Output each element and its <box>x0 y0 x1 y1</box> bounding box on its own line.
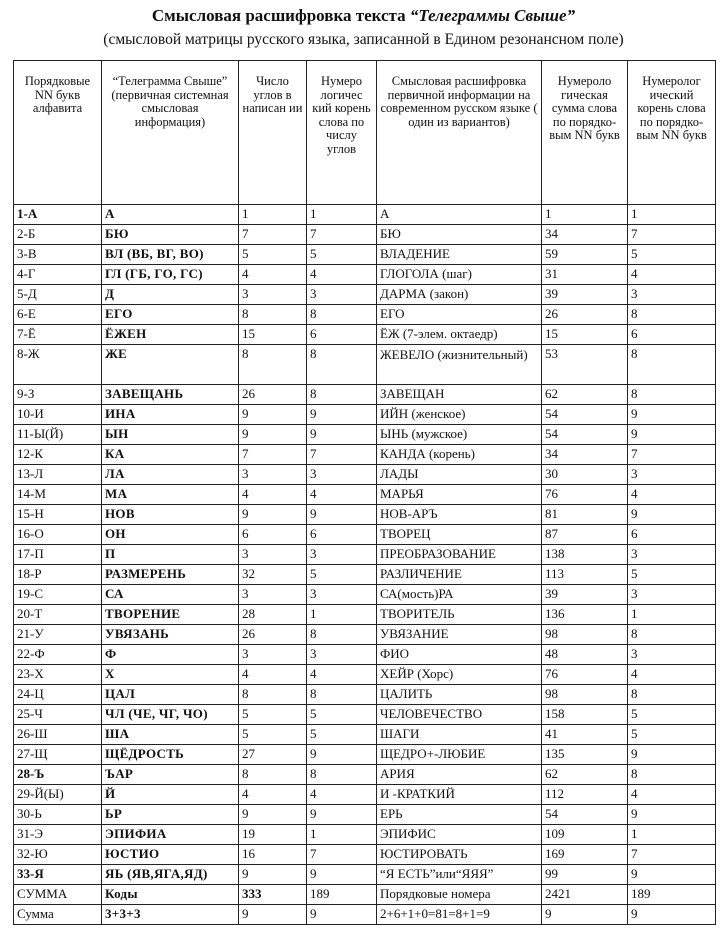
table-cell-col5: ЫНЬ (мужское) <box>377 425 542 445</box>
table-cell-col2: Ф <box>102 645 239 665</box>
table-cell-col6: 41 <box>542 725 628 745</box>
table-cell-col7: 5 <box>628 725 716 745</box>
table-cell-col1: 10-И <box>14 405 102 425</box>
table-cell-col5: ФИО <box>377 645 542 665</box>
table-cell-col2: Х <box>102 665 239 685</box>
table-row <box>14 865 716 885</box>
table-cell-col3: 5 <box>239 245 307 265</box>
table-cell-col5: ПРЕОБРАЗОВАНИЕ <box>377 545 542 565</box>
table-row <box>14 385 716 405</box>
table-cell-col1: 26-Ш <box>14 725 102 745</box>
table-body <box>14 205 716 925</box>
table-cell-col7: 5 <box>628 565 716 585</box>
table-cell-col5: НОВ-АРЪ <box>377 505 542 525</box>
table-cell-col7: 3 <box>628 545 716 565</box>
table-cell-col7: 4 <box>628 665 716 685</box>
table-cell-col3: 19 <box>239 825 307 845</box>
table-cell-col4: 9 <box>307 405 377 425</box>
table-cell-col4: 9 <box>307 905 377 925</box>
table-cell-col1: 13-Л <box>14 465 102 485</box>
column-header-1: Порядковые NN букв алфавита <box>14 61 102 205</box>
table-cell-col2: НОВ <box>102 505 239 525</box>
table-cell-col7: 5 <box>628 245 716 265</box>
table-row <box>14 745 716 765</box>
table-cell-col3: 26 <box>239 625 307 645</box>
table-cell-col2: ОН <box>102 525 239 545</box>
table-cell-col4: 7 <box>307 225 377 245</box>
table-cell-col6: 136 <box>542 605 628 625</box>
table-cell-col7: 9 <box>628 865 716 885</box>
table-cell-col3: 8 <box>239 345 307 385</box>
table-cell-col2: ЛА <box>102 465 239 485</box>
table-cell-col2: ЭПИФИА <box>102 825 239 845</box>
table-cell-col5: ШАГИ <box>377 725 542 745</box>
table-cell-col2: П <box>102 545 239 565</box>
table-row <box>14 785 716 805</box>
table-cell-col7: 4 <box>628 785 716 805</box>
table-cell-col7: 7 <box>628 445 716 465</box>
table-cell-col2: БЮ <box>102 225 239 245</box>
table-cell-col6: 62 <box>542 765 628 785</box>
table-cell-col4: 8 <box>307 305 377 325</box>
table-cell-col5: ВЛАДЕНИЕ <box>377 245 542 265</box>
table-cell-col2: ЬР <box>102 805 239 825</box>
table-cell-col2: ЦАЛ <box>102 685 239 705</box>
table-cell-col1: 19-С <box>14 585 102 605</box>
table-cell-col5: ТВОРИТЕЛЬ <box>377 605 542 625</box>
table-cell-col4: 9 <box>307 805 377 825</box>
table-cell-col4: 7 <box>307 845 377 865</box>
table-row <box>14 325 716 345</box>
table-row <box>14 445 716 465</box>
table-cell-col7: 8 <box>628 625 716 645</box>
table-cell-col1: 21-У <box>14 625 102 645</box>
table-cell-col6: 15 <box>542 325 628 345</box>
table-cell-col1: 3-В <box>14 245 102 265</box>
table-cell-col3: 4 <box>239 485 307 505</box>
table-cell-col1: 9-З <box>14 385 102 405</box>
table-row <box>14 405 716 425</box>
table-cell-col6: 81 <box>542 505 628 525</box>
table-cell-col6: 54 <box>542 425 628 445</box>
table-cell-col5: РАЗЛИЧЕНИЕ <box>377 565 542 585</box>
title-main: Смысловая расшифровка текста <box>151 6 410 25</box>
table-cell-col3: 8 <box>239 765 307 785</box>
column-header-5: Смысловая расшифровка первичной информации на современном русском языке ( один из вариантов) <box>377 61 542 205</box>
table-cell-col7: 4 <box>628 265 716 285</box>
table-cell-col5: И -КРАТКИЙ <box>377 785 542 805</box>
table-cell-col4: 3 <box>307 545 377 565</box>
table-cell-col6: 2421 <box>542 885 628 905</box>
table-cell-col3: 8 <box>239 685 307 705</box>
table-cell-col4: 3 <box>307 285 377 305</box>
table-cell-col7: 8 <box>628 385 716 405</box>
page-title <box>0 6 727 26</box>
table-cell-col3: 7 <box>239 445 307 465</box>
table-cell-col3: 3 <box>239 465 307 485</box>
table-row <box>14 705 716 725</box>
table-cell-col4: 5 <box>307 705 377 725</box>
table-cell-col1: 24-Ц <box>14 685 102 705</box>
table-cell-col5: ЩЕДРО+-ЛЮБИЕ <box>377 745 542 765</box>
table-cell-col7: 1 <box>628 825 716 845</box>
table-cell-col1: 17-П <box>14 545 102 565</box>
table-cell-col2: ВЛ (ВБ, ВГ, ВО) <box>102 245 239 265</box>
table-cell-col6: 59 <box>542 245 628 265</box>
title-italic: “Телеграммы Свыше” <box>409 6 576 25</box>
table-cell-col4: 6 <box>307 525 377 545</box>
table-cell-col3: 9 <box>239 865 307 885</box>
table-row <box>14 605 716 625</box>
table-cell-col4: 9 <box>307 865 377 885</box>
table-row <box>14 565 716 585</box>
table-cell-col2: Коды <box>102 885 239 905</box>
table-cell-col3: 16 <box>239 845 307 865</box>
table-cell-col6: 109 <box>542 825 628 845</box>
table-cell-col4: 5 <box>307 725 377 745</box>
table-cell-col5: ЦАЛИТЬ <box>377 685 542 705</box>
table-cell-col1: 18-Р <box>14 565 102 585</box>
table-cell-col5: БЮ <box>377 225 542 245</box>
page-subtitle: (смысловой матрицы русского языка, записанной в Едином резонансном поле) <box>103 31 624 48</box>
table-cell-col7: 3 <box>628 585 716 605</box>
table-cell-col7: 8 <box>628 685 716 705</box>
table-cell-col6: 113 <box>542 565 628 585</box>
table-row <box>14 665 716 685</box>
table-cell-col6: 34 <box>542 225 628 245</box>
table-cell-col5: ЛАДЫ <box>377 465 542 485</box>
table-cell-col3: 9 <box>239 425 307 445</box>
table-cell-col2: ИНА <box>102 405 239 425</box>
table-cell-col2: Й <box>102 785 239 805</box>
table-cell-col2: ЧЛ (ЧЕ, ЧГ, ЧО) <box>102 705 239 725</box>
table-cell-col2: 3+3+3 <box>102 905 239 925</box>
table-cell-col5: СА(мость)РА <box>377 585 542 605</box>
table-cell-col4: 5 <box>307 565 377 585</box>
table-cell-col4: 1 <box>307 825 377 845</box>
table-cell-col4: 4 <box>307 265 377 285</box>
table-cell-col1: 7-Ё <box>14 325 102 345</box>
table-cell-col6: 26 <box>542 305 628 325</box>
table-row <box>14 525 716 545</box>
table-cell-col3: 3 <box>239 645 307 665</box>
table-cell-col4: 3 <box>307 585 377 605</box>
column-header-2: “Телеграмма Свыше” (первичная системная смысловая информация) <box>102 61 239 205</box>
table-cell-col4: 5 <box>307 245 377 265</box>
table-cell-col7: 8 <box>628 765 716 785</box>
table-cell-col1: 16-О <box>14 525 102 545</box>
table-cell-col5: ЁЖ (7-элем. октаедр) <box>377 325 542 345</box>
table-cell-col6: 30 <box>542 465 628 485</box>
table-cell-col4: 8 <box>307 765 377 785</box>
table-row <box>14 585 716 605</box>
table-cell-col6: 87 <box>542 525 628 545</box>
table-cell-col5: Порядковые номера <box>377 885 542 905</box>
table-cell-col1: 6-Е <box>14 305 102 325</box>
table-cell-col5: “Я ЕСТЬ”или“ЯЯЯ” <box>377 865 542 885</box>
table-cell-col2: СА <box>102 585 239 605</box>
table-row <box>14 505 716 525</box>
table-cell-col4: 9 <box>307 425 377 445</box>
table-cell-col1: 14-М <box>14 485 102 505</box>
table-cell-col1: 12-К <box>14 445 102 465</box>
table-cell-col4: 3 <box>307 465 377 485</box>
table-cell-col7: 9 <box>628 905 716 925</box>
table-cell-col2: КА <box>102 445 239 465</box>
table-cell-col1: 28-Ъ <box>14 765 102 785</box>
table-cell-col1: 20-Т <box>14 605 102 625</box>
table-cell-col6: 9 <box>542 905 628 925</box>
table-row <box>14 805 716 825</box>
table-cell-col5: ЕГО <box>377 305 542 325</box>
table-cell-col3: 1 <box>239 205 307 225</box>
table-row <box>14 225 716 245</box>
table-row <box>14 485 716 505</box>
table-cell-col4: 189 <box>307 885 377 905</box>
table-row <box>14 885 716 905</box>
table-cell-col4: 6 <box>307 325 377 345</box>
table-cell-col2: РАЗМЕРЕНЬ <box>102 565 239 585</box>
table-cell-col3: 7 <box>239 225 307 245</box>
table-cell-col4: 1 <box>307 205 377 225</box>
table-cell-col6: 112 <box>542 785 628 805</box>
table-cell-col1: 25-Ч <box>14 705 102 725</box>
table-cell-col1: 5-Д <box>14 285 102 305</box>
table-cell-col4: 4 <box>307 665 377 685</box>
table-cell-col6: 48 <box>542 645 628 665</box>
table-cell-col4: 4 <box>307 785 377 805</box>
table-cell-col4: 3 <box>307 645 377 665</box>
table-cell-col5: ДАРМА (закон) <box>377 285 542 305</box>
table-cell-col3: 5 <box>239 725 307 745</box>
table-cell-col3: 9 <box>239 805 307 825</box>
table-cell-col3: 9 <box>239 405 307 425</box>
table-cell-col3: 3 <box>239 285 307 305</box>
table-cell-col2: ТВОРЕНИЕ <box>102 605 239 625</box>
table-cell-col1: 8-Ж <box>14 345 102 385</box>
table-cell-col2: ЗАВЕЩАНЬ <box>102 385 239 405</box>
table-cell-col2: ЪАР <box>102 765 239 785</box>
table-cell-col5: УВЯЗАНИЕ <box>377 625 542 645</box>
table-cell-col5: 2+6+1+0=81=8+1=9 <box>377 905 542 925</box>
table-cell-col5: ГЛОГОЛА (шаг) <box>377 265 542 285</box>
table-row <box>14 425 716 445</box>
table-row <box>14 465 716 485</box>
table-cell-col3: 9 <box>239 905 307 925</box>
table-cell-col7: 5 <box>628 705 716 725</box>
table-cell-col1: 23-Х <box>14 665 102 685</box>
table-cell-col6: 1 <box>542 205 628 225</box>
column-header-4: Нумеро логичес кий корень слова по числу углов <box>307 61 377 205</box>
table-row <box>14 905 716 925</box>
table-cell-col3: 3 <box>239 545 307 565</box>
decoding-table <box>13 60 716 925</box>
table-cell-col6: 53 <box>542 345 628 385</box>
table-cell-col3: 3 <box>239 585 307 605</box>
column-header-3: Число углов в написан ии <box>239 61 307 205</box>
table-row <box>14 205 716 225</box>
table-cell-col1: 30-Ь <box>14 805 102 825</box>
table-cell-col5: ЕРЬ <box>377 805 542 825</box>
table-cell-col4: 7 <box>307 445 377 465</box>
table-cell-col7: 7 <box>628 225 716 245</box>
table-cell-col2: ША <box>102 725 239 745</box>
table-cell-col1: 11-Ы(Й) <box>14 425 102 445</box>
table-cell-col3: 9 <box>239 505 307 525</box>
table-cell-col6: 135 <box>542 745 628 765</box>
table-cell-col6: 62 <box>542 385 628 405</box>
table-cell-col5: ЗАВЕЩАН <box>377 385 542 405</box>
table-cell-col1: 32-Ю <box>14 845 102 865</box>
table-cell-col7: 9 <box>628 425 716 445</box>
table-cell-col2: ЫН <box>102 425 239 445</box>
table-cell-col7: 189 <box>628 885 716 905</box>
table-cell-col5: ЮСТИРОВАТЬ <box>377 845 542 865</box>
column-header-7: Нумеролог ический корень слова по порядко-вым NN букв <box>628 61 716 205</box>
table-row <box>14 645 716 665</box>
table-cell-col7: 9 <box>628 405 716 425</box>
header-row <box>14 61 716 205</box>
table-cell-col3: 26 <box>239 385 307 405</box>
table-cell-col7: 4 <box>628 485 716 505</box>
table-cell-col6: 76 <box>542 665 628 685</box>
table-cell-col7: 3 <box>628 465 716 485</box>
table-cell-col2: МА <box>102 485 239 505</box>
table-cell-col6: 39 <box>542 585 628 605</box>
table-row <box>14 245 716 265</box>
table-cell-col7: 9 <box>628 745 716 765</box>
table-cell-col5: ИЙН (женское) <box>377 405 542 425</box>
table-cell-col2: ЖЕ <box>102 345 239 385</box>
table-row <box>14 845 716 865</box>
table-cell-col6: 169 <box>542 845 628 865</box>
table-cell-col3: 32 <box>239 565 307 585</box>
table-cell-col1: 15-Н <box>14 505 102 525</box>
table-cell-col7: 8 <box>628 345 716 385</box>
table-cell-col6: 31 <box>542 265 628 285</box>
table-cell-col7: 9 <box>628 505 716 525</box>
table-cell-col3: 4 <box>239 785 307 805</box>
table-cell-col7: 3 <box>628 645 716 665</box>
table-row <box>14 825 716 845</box>
table-row <box>14 345 716 385</box>
table-cell-col7: 7 <box>628 845 716 865</box>
table-cell-col5: МАРЬЯ <box>377 485 542 505</box>
table-cell-col6: 98 <box>542 685 628 705</box>
table-cell-col2: ЕГО <box>102 305 239 325</box>
table-cell-col6: 99 <box>542 865 628 885</box>
table-cell-col1: 2-Б <box>14 225 102 245</box>
table-row <box>14 285 716 305</box>
table-cell-col5: ЧЕЛОВЕЧЕСТВО <box>377 705 542 725</box>
table-cell-col3: 333 <box>239 885 307 905</box>
table-cell-col5: КАНДА (корень) <box>377 445 542 465</box>
table-row <box>14 545 716 565</box>
table-cell-col2: ЁЖЕН <box>102 325 239 345</box>
table-cell-col4: 1 <box>307 605 377 625</box>
table-cell-col5: ЭПИФИС <box>377 825 542 845</box>
table-cell-col6: 39 <box>542 285 628 305</box>
table-cell-col6: 98 <box>542 625 628 645</box>
table-row <box>14 625 716 645</box>
table-row <box>14 725 716 745</box>
table-cell-col2: ГЛ (ГБ, ГО, ГС) <box>102 265 239 285</box>
table-cell-col4: 8 <box>307 685 377 705</box>
table-cell-col1: 27-Щ <box>14 745 102 765</box>
table-cell-col4: 8 <box>307 625 377 645</box>
table-cell-col7: 9 <box>628 805 716 825</box>
table-cell-col4: 8 <box>307 345 377 385</box>
table-cell-col7: 8 <box>628 305 716 325</box>
table-cell-col3: 4 <box>239 265 307 285</box>
table-cell-col6: 54 <box>542 805 628 825</box>
column-header-6: Нумероло гическая сумма слова по порядко-вым NN букв <box>542 61 628 205</box>
table-cell-col2: ЩЁДРОСТЬ <box>102 745 239 765</box>
table-cell-col5: ТВОРЕЦ <box>377 525 542 545</box>
table-cell-col7: 6 <box>628 525 716 545</box>
table-cell-col2: УВЯЗАНЬ <box>102 625 239 645</box>
table-cell-col1: 4-Г <box>14 265 102 285</box>
table-cell-col3: 8 <box>239 305 307 325</box>
table-cell-col3: 15 <box>239 325 307 345</box>
table-row <box>14 685 716 705</box>
table-cell-col6: 34 <box>542 445 628 465</box>
table-cell-col1: Сумма <box>14 905 102 925</box>
table-cell-col6: 54 <box>542 405 628 425</box>
table-cell-col7: 1 <box>628 205 716 225</box>
table-cell-col3: 4 <box>239 665 307 685</box>
table-cell-col3: 27 <box>239 745 307 765</box>
table-cell-col5: ЖЕВЕЛО (жизнительный) <box>377 345 542 385</box>
table-cell-col2: ЮСТИО <box>102 845 239 865</box>
table-cell-col4: 8 <box>307 385 377 405</box>
table-cell-col1: 31-Э <box>14 825 102 845</box>
table-cell-col5: ХЕЙР (Хорс) <box>377 665 542 685</box>
table-cell-col7: 1 <box>628 605 716 625</box>
table-row <box>14 265 716 285</box>
table-row <box>14 765 716 785</box>
table-cell-col1: СУММА <box>14 885 102 905</box>
table-cell-col6: 158 <box>542 705 628 725</box>
table-cell-col3: 28 <box>239 605 307 625</box>
table-cell-col2: Д <box>102 285 239 305</box>
table-cell-col4: 9 <box>307 505 377 525</box>
table-cell-col1: 33-Я <box>14 865 102 885</box>
table-cell-col3: 5 <box>239 705 307 725</box>
table-cell-col1: 22-Ф <box>14 645 102 665</box>
table-cell-col4: 9 <box>307 745 377 765</box>
table-cell-col7: 3 <box>628 285 716 305</box>
table-cell-col4: 4 <box>307 485 377 505</box>
table-cell-col6: 76 <box>542 485 628 505</box>
table-cell-col5: А <box>377 205 542 225</box>
table-row <box>14 305 716 325</box>
table-cell-col1: 29-Й(Ы) <box>14 785 102 805</box>
table-cell-col6: 138 <box>542 545 628 565</box>
table-cell-col2: ЯЬ (ЯВ,ЯГА,ЯД) <box>102 865 239 885</box>
table-cell-col7: 6 <box>628 325 716 345</box>
table-cell-col1: 1-А <box>14 205 102 225</box>
table-cell-col2: А <box>102 205 239 225</box>
table-cell-col5: АРИЯ <box>377 765 542 785</box>
table-cell-col3: 6 <box>239 525 307 545</box>
